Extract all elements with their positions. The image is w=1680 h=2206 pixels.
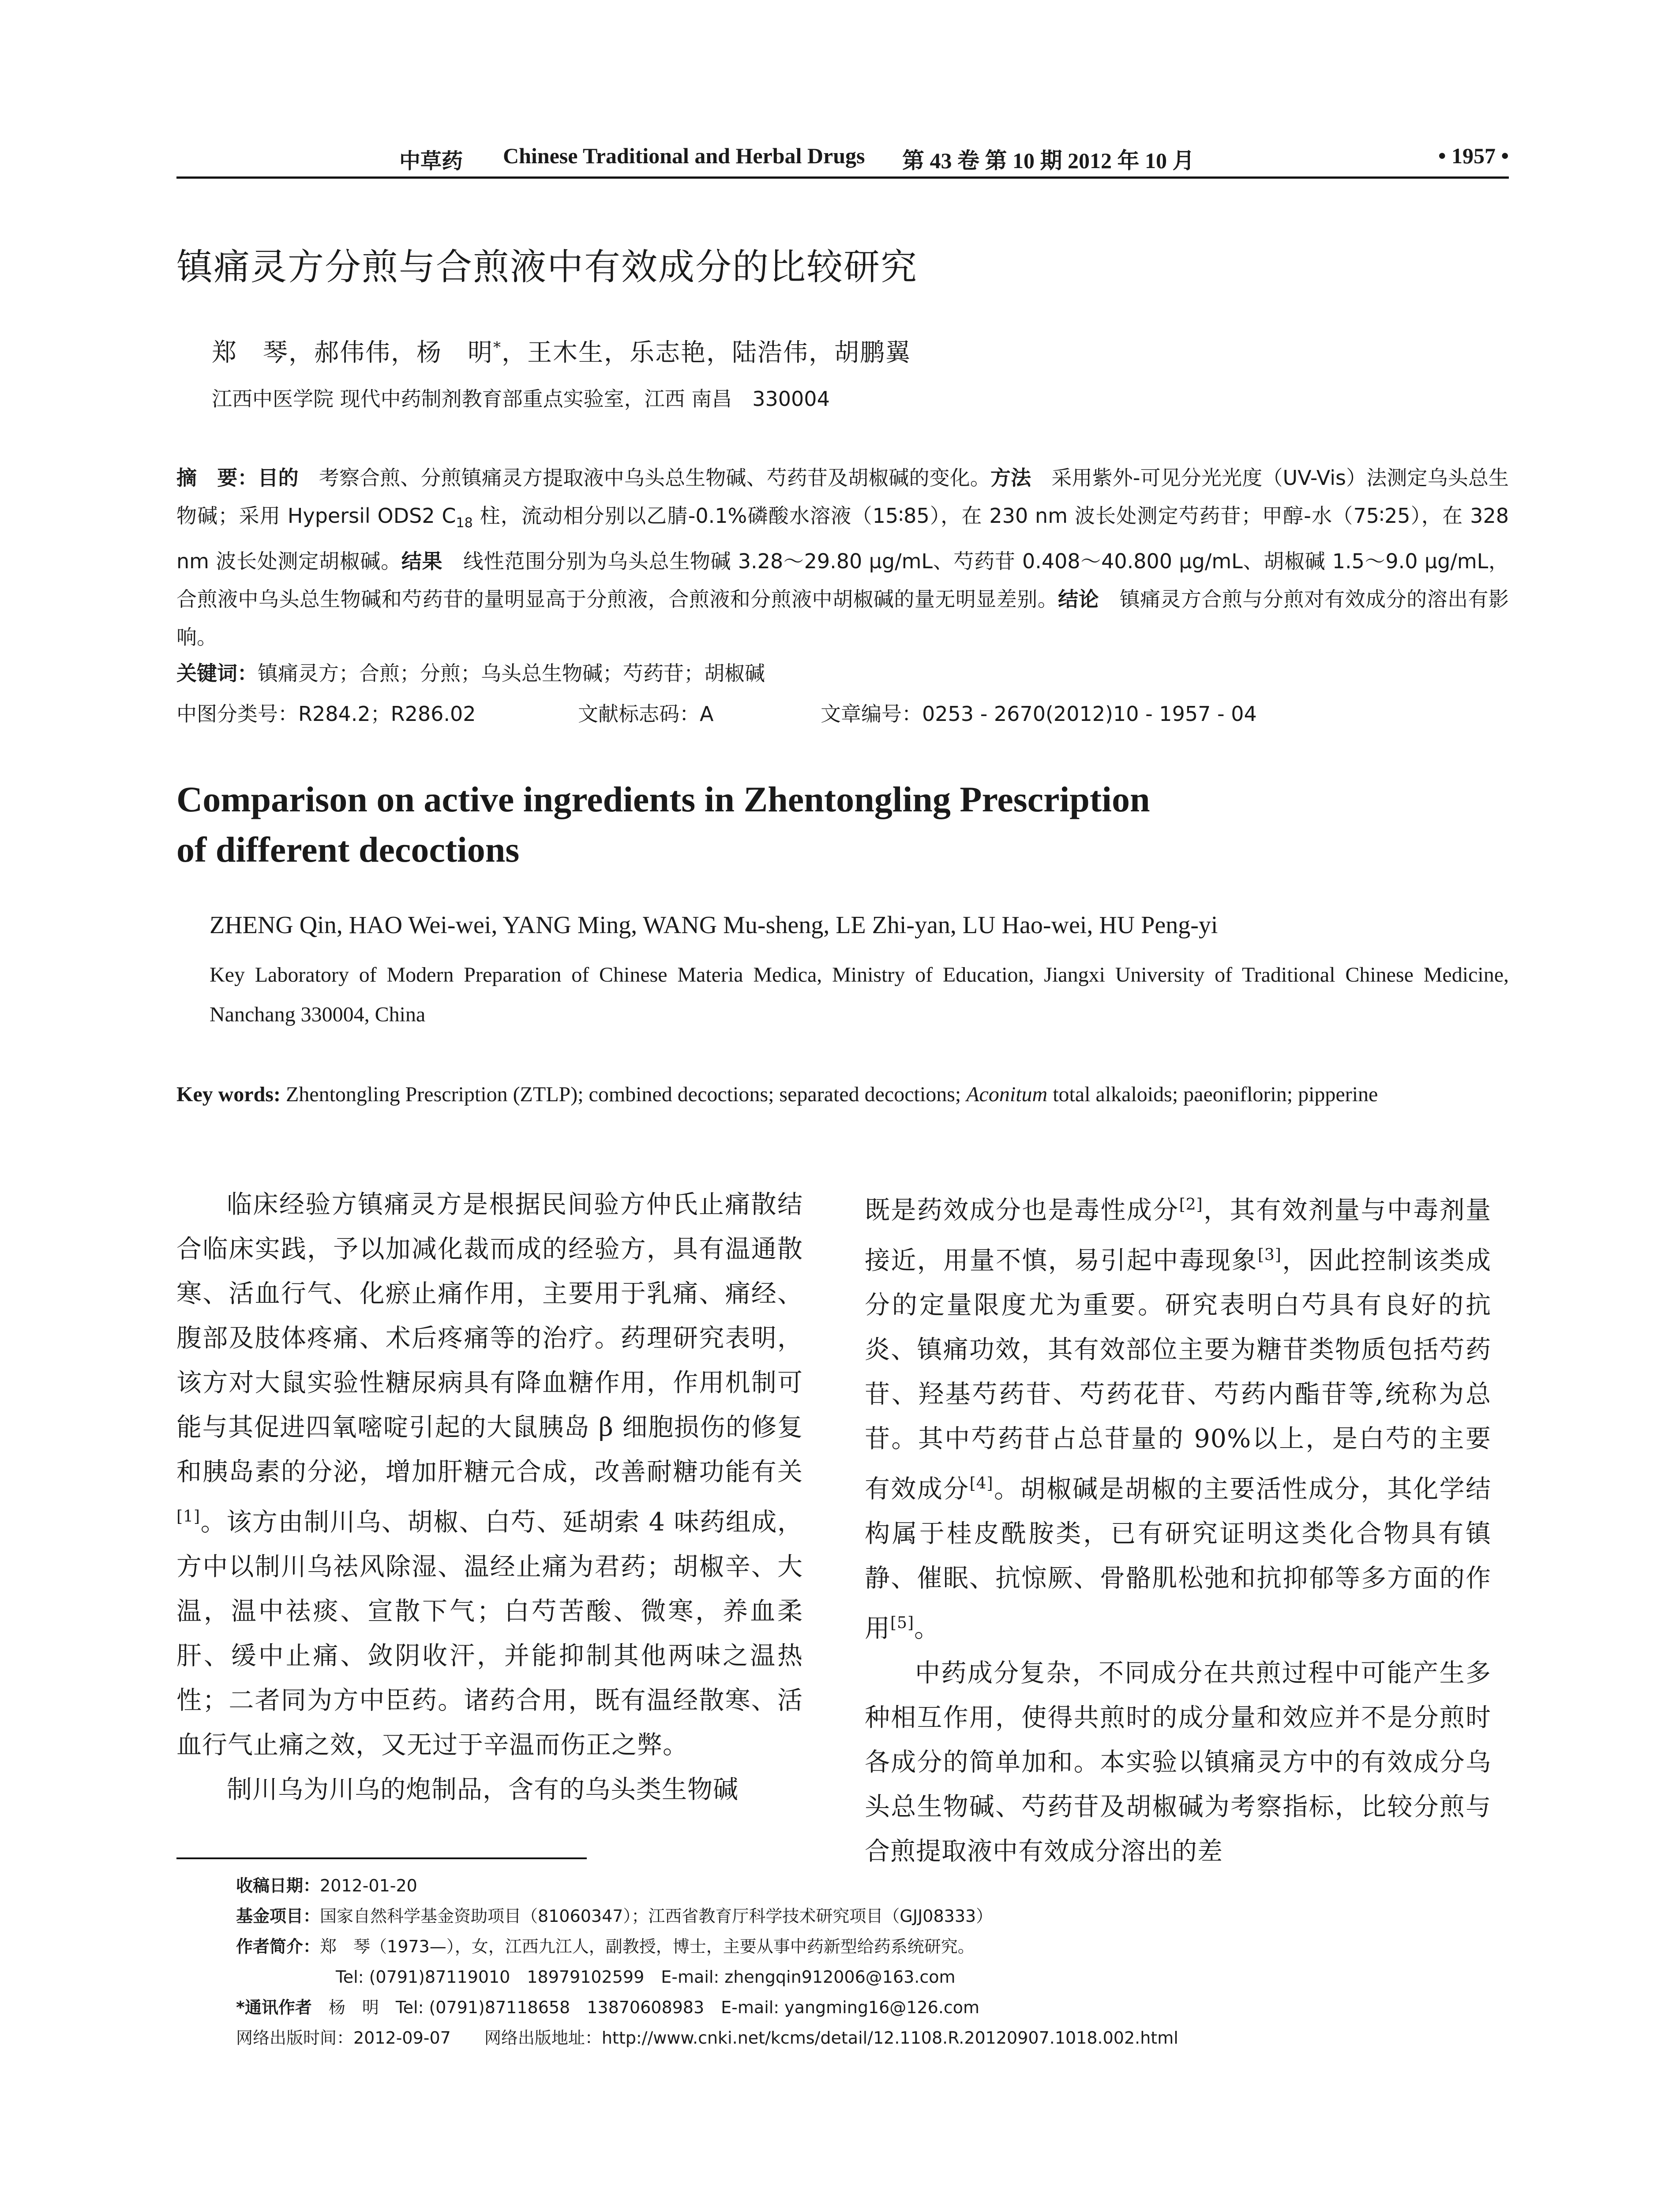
body-text: ，其有效剂量与中毒剂量接近，用量不慎，易引起中毒现象: [865, 1196, 1492, 1275]
page-number: • 1957 •: [1438, 143, 1509, 168]
body-column-right: [865, 1182, 1491, 1874]
abstract-conclusion-label: 结论: [1058, 587, 1099, 612]
body-text: 。胡椒碱是胡椒的主要活性成分，其化学结构属于桂皮酰胺类，已有研究证明这类化合物具有镇静、催眠、抗惊厥、骨骼肌松弛和抗抑郁等多方面的作用: [865, 1474, 1492, 1643]
authors-cn-part2: ，王木生，乐志艳，陆浩伟，胡鹏翼: [502, 338, 911, 367]
footnote-label: *通讯作者: [236, 1998, 312, 2017]
keywords-en-text: Zhentongling Prescription (ZTLP); combined decoctions; separated decoctions;: [280, 1083, 967, 1106]
footnote-divider: [176, 1857, 587, 1859]
body-paragraph: 制川乌为川乌的炮制品，含有的乌头类生物碱: [227, 1775, 739, 1804]
abstract-purpose: 考察合煎、分煎镇痛灵方提取液中乌头总生物碱、芍药苷及胡椒碱的变化。: [298, 466, 990, 490]
abstract-result: 线性范围分别为乌头总生物碱 3.28～29.80 μg/mL、芍药苷 0.408～40.800 μg/mL、胡椒碱 1.5～9.0 μg/mL，合煎液中乌头总生物碱和芍药苷的量明显高于分煎液，合煎液和分煎液中胡椒碱的量无明显差别。: [176, 549, 1509, 612]
article-title-cn: 镇痛灵方分煎与合煎液中有效成分的比较研究: [176, 246, 918, 288]
document-code: 文献标志码：A: [578, 702, 714, 726]
keywords-cn-text: 镇痛灵方；合煎；分煎；乌头总生物碱；芍药苷；胡椒碱: [258, 661, 765, 685]
abstract-cn: [176, 459, 1509, 656]
keywords-en-text-end: total alkaloids; paeoniflorin; pipperine: [1047, 1083, 1378, 1106]
article-title-en-line1: Comparison on active ingredients in Zhentongling Prescription: [176, 779, 1150, 819]
abstract-conclusion: 镇痛灵方合煎与分煎对有效成分的溶出有影响。: [176, 587, 1509, 649]
citation: [4]: [969, 1474, 994, 1493]
body-text: ，因此控制该类成分的定量限度尤为重要。研究表明白芍具有良好的抗炎、镇痛功效，其有效部位主要为糖苷类物质包括芍药苷、羟基芍药苷、芍药花苷、芍药内酯苷等,统称为总苷。其中芍药苷占总苷量的 90%以上，是白芍的主要有效成分: [865, 1246, 1492, 1504]
footnote-text: 2012-01-20: [320, 1876, 417, 1895]
issue-info: 第 43 卷 第 10 期 2012 年 10 月: [902, 148, 1195, 173]
abstract-result-label: 结果: [401, 549, 443, 574]
citation: [5]: [890, 1614, 914, 1632]
corresponding-mark: *: [493, 338, 502, 356]
body-text: 临床经验方镇痛灵方是根据民间验方仲氏止痛散结合临床实践，予以加减化裁而成的经验方，具有温通散寒、活血行气、化瘀止痛作用，主要用于乳痛、痛经、腹部及肢体疼痛、术后疼痛等的治疗。药理研究表明，该方对大鼠实验性糖尿病具有降血糖作用，作用机制可能与其促进四氧嘧啶引起的大鼠胰岛 β 细胞损伤的修复和胰岛素的分泌，增加肝糖元合成，改善耐糖功能有关: [176, 1190, 803, 1486]
body-paragraph: 中药成分复杂，不同成分在共煎过程中可能产生多种相互作用，使得共煎时的成分量和效应并不是分煎时各成分的简单加和。本实验以镇痛灵方中的有效成分乌头总生物碱、芍药苷及胡椒碱为考察指标，比较分煎与合煎提取液中有效成分溶出的差: [865, 1658, 1491, 1866]
journal-name-cn: 中草药: [399, 149, 463, 173]
body-text: 。: [914, 1614, 940, 1643]
footnotes: [236, 1871, 1507, 2053]
footnote-online: 网络出版时间：2012-09-07 网络出版地址：http://www.cnki.net/kcms/detail/12.1108.R.20120907.1018.002.html: [236, 2028, 1178, 2048]
keywords-cn-label: 关键词：: [176, 661, 258, 685]
running-header: [176, 140, 1509, 176]
footnote-label: 作者简介：: [236, 1937, 320, 1956]
footnote-corresponding: [236, 1992, 1507, 2023]
keywords-en-label: Key words:: [176, 1083, 281, 1106]
header-divider: [176, 176, 1509, 179]
citation: [3]: [1257, 1246, 1282, 1264]
abstract-method-label: 方法: [990, 466, 1031, 490]
authors-cn-part1: 郑 琴，郝伟伟，杨 明: [212, 338, 493, 367]
body-text: 。该方由制川乌、胡椒、白芍、延胡索 4 味药组成，方中以制川乌祛风除湿、温经止痛为君药；胡椒辛、大温，温中祛痰、宣散下气；白芍苦酸、微寒，养血柔肝、缓中止痛、敛阴收汗，并能抑制其他两味之温热性；二者同为方中臣药。诸药合用，既有温经散寒、活血行气止痛之效，又无过于辛温而伤正之弊。: [176, 1508, 803, 1760]
body-paragraph: [176, 1182, 803, 1767]
footnote-text: 国家自然科学基金资助项目（81060347）；江西省教育厅科学技术研究项目（GJJ08333）: [320, 1906, 993, 1926]
footnote-label: 基金项目：: [236, 1906, 320, 1926]
authors-en: ZHENG Qin, HAO Wei-wei, YANG Ming, WANG Mu-sheng, LE Zhi-yan, LU Hao-wei, HU Peng-yi: [210, 912, 1218, 939]
footnote-text: 杨 明 Tel: (0791)87118658 13870608983 E-mail: yangming16@126.com: [311, 1998, 980, 2017]
body-paragraph: [865, 1182, 1491, 1651]
footnote-bio: [236, 1932, 1507, 1962]
footnote-received: [236, 1871, 1507, 1901]
journal-name-en: Chinese Traditional and Herbal Drugs: [503, 143, 865, 168]
affiliation-en: Key Laboratory of Modern Preparation of Chinese Materia Medica, Ministry of Education, Jiangxi University of Traditional Chinese Medicine, Nanchang 330004, China: [210, 963, 1509, 1026]
clc-number: 中图分类号：R284.2；R286.02: [176, 702, 476, 726]
citation: [2]: [1179, 1196, 1203, 1214]
footnote-fund: [236, 1901, 1507, 1932]
footnote-bio-contact: Tel: (0791)87119010 18979102599 E-mail: zhengqin912006@163.com: [336, 1967, 956, 1987]
footnote-text: 郑 琴（1973—），女，江西九江人，副教授，博士，主要从事中药新型给药系统研究。: [320, 1937, 975, 1956]
abstract-purpose-label: 目的: [258, 466, 299, 490]
body-text: 既是药效成分也是毒性成分: [865, 1196, 1179, 1225]
abstract-method: 采用紫外-可见分光光度（UV-Vis）法测定乌头总生物碱；采用 Hypersil ODS2 C: [176, 466, 1509, 528]
article-title-en-line2: of different decoctions: [176, 829, 520, 870]
abstract-method-rest: 柱，流动相分别以乙腈-0.1%磷酸水溶液（15∶85），在 230 nm 波长处测定芍药苷；甲醇-水（75∶25），在 328 nm 波长处测定胡椒碱。: [176, 504, 1509, 574]
keywords-en: [176, 1074, 1509, 1115]
keywords-cn: [176, 657, 1509, 687]
article-number: 文章编号：0253 - 2670(2012)10 - 1957 - 04: [821, 702, 1257, 726]
citation: [1]: [176, 1508, 200, 1526]
article-title-en: [176, 774, 1500, 875]
affiliation-cn: 江西中医学院 现代中药制剂教育部重点实验室，江西 南昌 330004: [212, 387, 830, 411]
abstract-label: 摘 要：: [176, 466, 258, 490]
authors-cn: [212, 333, 1491, 368]
keywords-en-italic: Aconitum: [966, 1083, 1048, 1106]
abstract-method-subscript: 18: [456, 515, 473, 531]
footnote-label: 收稿日期：: [236, 1876, 320, 1895]
body-column-left: [176, 1182, 803, 1812]
